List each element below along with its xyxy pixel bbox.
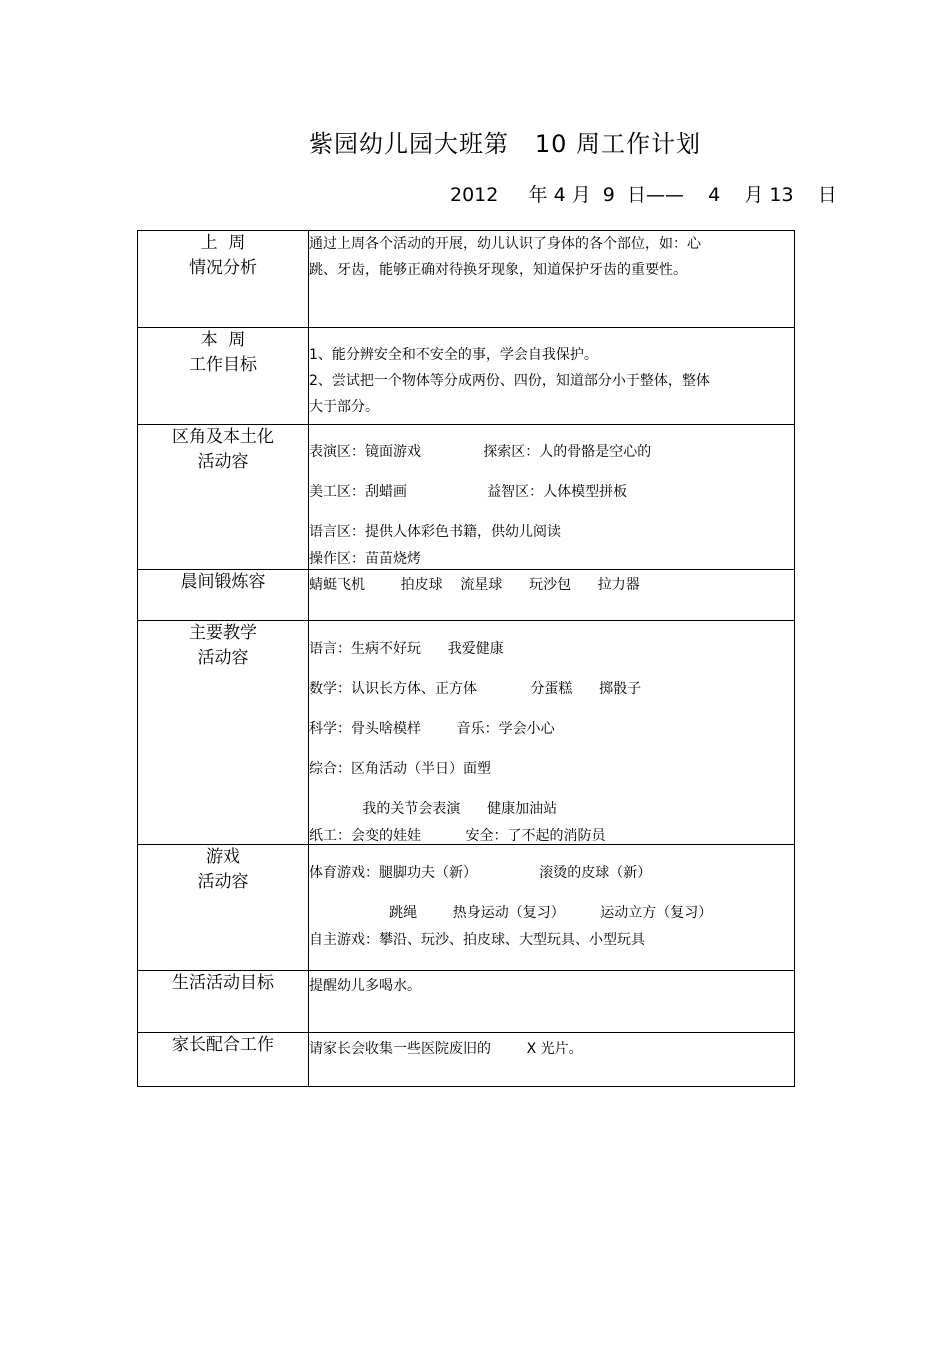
row-content	[309, 231, 795, 328]
row-content	[309, 570, 795, 621]
content-line: 表演区：镜面游戏 探索区：人的骨骼是空心的	[309, 444, 652, 460]
content-line: 语言区：提供人体彩色书籍，供幼儿阅读	[309, 524, 561, 540]
row-main-teaching	[138, 621, 795, 845]
row-label-line: 工作目标	[189, 355, 257, 375]
row-label	[138, 971, 309, 1033]
row-label-line: 生活活动目标	[172, 973, 274, 993]
content-line: 蜻蜓飞机 拍皮球 流星球 玩沙包 拉力器	[309, 577, 640, 593]
content-line: 科学：骨头啥模样 音乐：学会小心	[309, 721, 555, 737]
row-label	[138, 231, 309, 328]
content-line: 综合：区角活动（半日）面塑	[309, 761, 491, 777]
row-content	[309, 971, 795, 1033]
row-content	[309, 425, 795, 570]
content-line: 跳、牙齿，能够正确对待换牙现象，知道保护牙齿的重要性。	[309, 262, 687, 278]
row-this-week-goals	[138, 328, 795, 425]
row-last-week-analysis	[138, 231, 795, 328]
content-line: 纸工：会变的娃娃 安全：了不起的消防员	[309, 828, 606, 844]
page-title: 紫园幼儿园大班第 10 周工作计划	[308, 130, 702, 158]
content-line: 自主游戏：攀沿、玩沙、拍皮球、大型玩具、小型玩具	[309, 932, 645, 948]
content-line: 1、能分辨安全和不安全的事，学会自我保护。	[309, 347, 598, 363]
row-label-line: 活动容	[197, 872, 249, 892]
row-content	[309, 845, 795, 971]
row-area-activities	[138, 425, 795, 570]
row-label-line: 情况分析	[189, 258, 257, 278]
row-label-line: 上 周	[200, 233, 246, 253]
row-label	[138, 621, 309, 845]
content-line: 提醒幼儿多喝水。	[309, 978, 421, 994]
row-label	[138, 845, 309, 971]
row-label	[138, 570, 309, 621]
row-label-line: 活动容	[197, 452, 249, 472]
content-line: 语言：生病不好玩 我爱健康	[309, 641, 504, 657]
row-parent-cooperation	[138, 1033, 795, 1087]
date-range: 2012 年 4 月 9 日—— 4 月 13 日	[450, 184, 837, 206]
row-label-line: 活动容	[197, 648, 249, 668]
content-line: 通过上周各个活动的开展，幼儿认识了身体的各个部位，如：心	[309, 236, 701, 252]
content-line: 请家长会收集一些医院废旧的 X 光片。	[309, 1041, 583, 1057]
row-label-line: 游戏	[206, 847, 240, 867]
content-line: 2、尝试把一个物体等分成两份、四份，知道部分小于整体，整体	[309, 373, 710, 389]
row-label-line: 区角及本土化	[172, 427, 274, 447]
row-content	[309, 1033, 795, 1087]
row-label-line: 本 周	[200, 330, 246, 350]
row-label	[138, 1033, 309, 1087]
work-plan-table	[137, 230, 795, 1087]
row-morning-exercise	[138, 570, 795, 621]
row-life-activity-goals	[138, 971, 795, 1033]
row-label-line: 家长配合工作	[172, 1035, 274, 1055]
content-line: 美工区：刮蜡画 益智区：人体模型拼板	[309, 484, 628, 500]
row-game-activities	[138, 845, 795, 971]
content-line: 跳绳 热身运动（复习） 运动立方（复习）	[309, 905, 713, 921]
row-content	[309, 621, 795, 845]
content-line: 数学：认识长方体、正方体 分蛋糕 掷骰子	[309, 681, 642, 697]
row-label-line: 晨间锻炼容	[180, 572, 266, 592]
row-label	[138, 425, 309, 570]
row-content	[309, 328, 795, 425]
row-label	[138, 328, 309, 425]
row-label-line: 主要教学	[189, 623, 257, 643]
content-line: 操作区：苗苗烧烤	[309, 551, 421, 567]
content-line: 体育游戏：腿脚功夫（新） 滚烫的皮球（新）	[309, 865, 652, 881]
content-line: 我的关节会表演 健康加油站	[309, 801, 558, 817]
content-line: 大于部分。	[309, 399, 379, 415]
